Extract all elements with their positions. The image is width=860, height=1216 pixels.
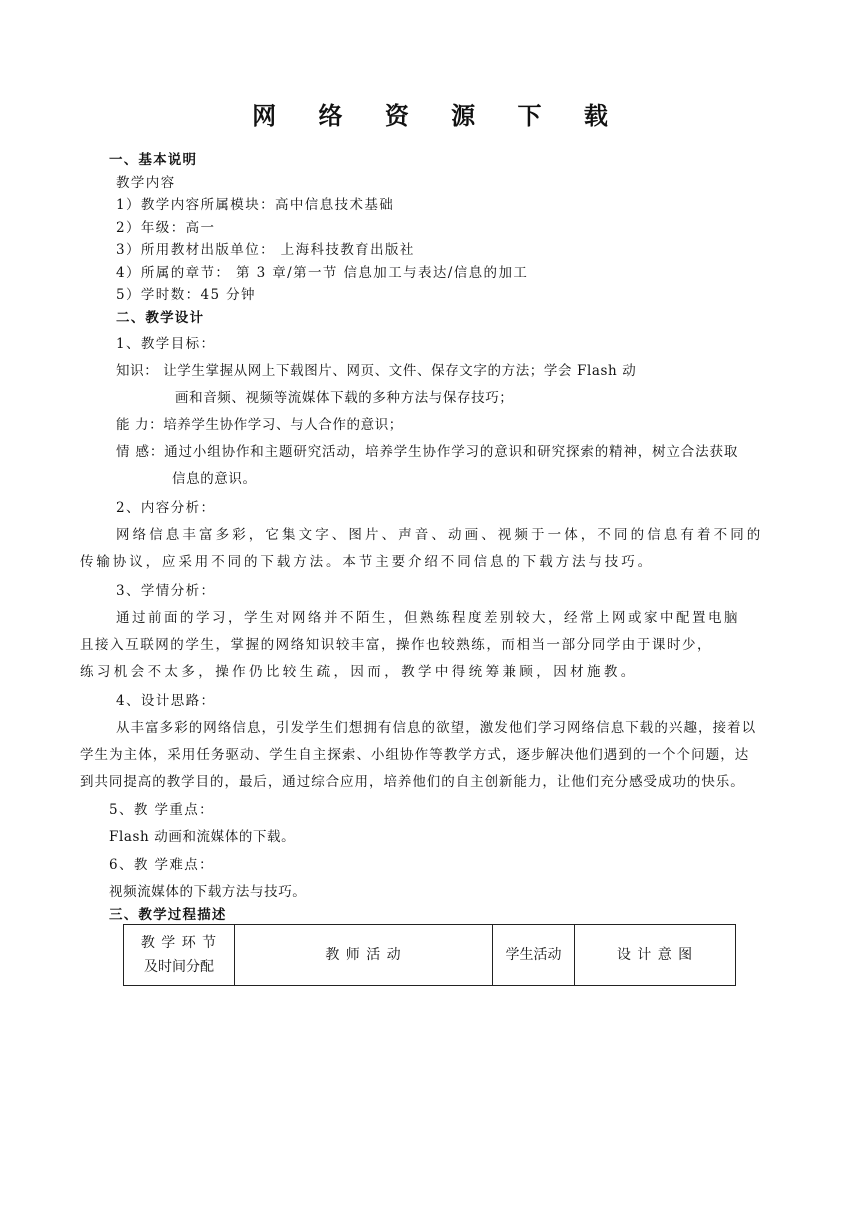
difficulty-text: 视频流媒体的下载方法与技巧。 <box>109 884 307 900</box>
difficulty-heading: 6、教 学难点： <box>109 857 215 873</box>
table-header-row <box>124 925 736 986</box>
learner-analysis-heading: 3、学情分析： <box>116 583 216 599</box>
design-idea-line-3: 到共同提高的教学目的，最后，通过综合应用，培养他们的自主创新能力，让他们充分感受成功的快乐。 <box>80 774 745 790</box>
goal-emotion-line-2: 信息的意识。 <box>172 471 257 487</box>
key-point-heading: 5、教 学重点： <box>109 802 215 818</box>
header-cell-intent: 设 计 意 图 <box>575 925 736 986</box>
goals-heading: 1、教学目标： <box>116 336 216 352</box>
info-item-module: 1）教学内容所属模块：高中信息技术基础 <box>116 197 395 213</box>
content-analysis-heading: 2、内容分析： <box>116 500 216 516</box>
header-cell-student: 学生活动 <box>493 925 575 986</box>
content-label: 教学内容 <box>116 175 176 191</box>
design-idea-heading: 4、设计思路： <box>116 693 216 709</box>
content-analysis-line-1: 网络信息丰富多彩，它集文字、图片、声音、动画、视频于一体，不同的信息有着不同的 <box>116 527 764 543</box>
goal-knowledge-line-1: 知识： 让学生掌握从网上下载图片、网页、文件、保存文字的方法；学会 Flash 动 <box>116 363 637 379</box>
header-cell-teacher: 教 师 活 动 <box>235 925 493 986</box>
section-heading-teaching-process: 三、教学过程描述 <box>109 907 227 923</box>
section-heading-teaching-design: 二、教学设计 <box>116 310 205 326</box>
goal-emotion-line-1: 情 感：通过小组协作和主题研究活动，培养学生协作学习的意识和研究探索的精神，树立合法获取 <box>116 444 739 460</box>
goal-knowledge-line-2: 画和音频、视频等流媒体下载的多种方法与保存技巧； <box>175 390 514 406</box>
learner-analysis-line-3: 练习机会不太多，操作仍比较生疏，因而，教学中得统筹兼顾，因材施教。 <box>80 664 638 680</box>
content-analysis-line-2: 传输协议，应采用不同的下载方法。本节主要介绍不同信息的下载方法与技巧。 <box>80 554 654 570</box>
header-cell-stage <box>124 925 235 986</box>
design-idea-line-2: 学生为主体，采用任务驱动、学生自主探索、小组协作等教学方式，逐步解决他们遇到的一个个问题，达 <box>80 747 750 763</box>
info-item-grade: 2）年级：高一 <box>116 220 216 236</box>
teaching-process-table <box>123 924 736 986</box>
document-title: 网 络 资 源 下 载 <box>252 101 625 130</box>
info-item-publisher: 3）所用教材出版单位： 上海科技教育出版社 <box>116 242 415 258</box>
key-point-text: Flash 动画和流媒体的下载。 <box>109 829 296 845</box>
learner-analysis-line-2: 且接入互联网的学生，掌握的网络知识较丰富，操作也较熟练，而相当一部分同学由于课时少， <box>80 637 713 653</box>
section-heading-basic-info: 一、基本说明 <box>109 152 198 168</box>
info-item-hours: 5）学时数：45 分钟 <box>116 287 256 303</box>
design-idea-line-1: 从丰富多彩的网络信息，引发学生们想拥有信息的欲望，激发他们学习网络信息下载的兴趣，接着以 <box>116 720 757 736</box>
learner-analysis-line-1: 通过前面的学习，学生对网络并不陌生，但熟练程度差别较大，经常上网或家中配置电脑 <box>116 610 740 626</box>
info-item-chapter: 4）所属的章节： 第 3 章/第一节 信息加工与表达/信息的加工 <box>116 265 529 281</box>
header-stage-line-2: 及时间分配 <box>144 959 214 975</box>
goal-ability: 能 力：培养学生协作学习、与人合作的意识； <box>116 417 403 433</box>
header-stage-line-1: 教 学 环 节 <box>140 935 218 951</box>
